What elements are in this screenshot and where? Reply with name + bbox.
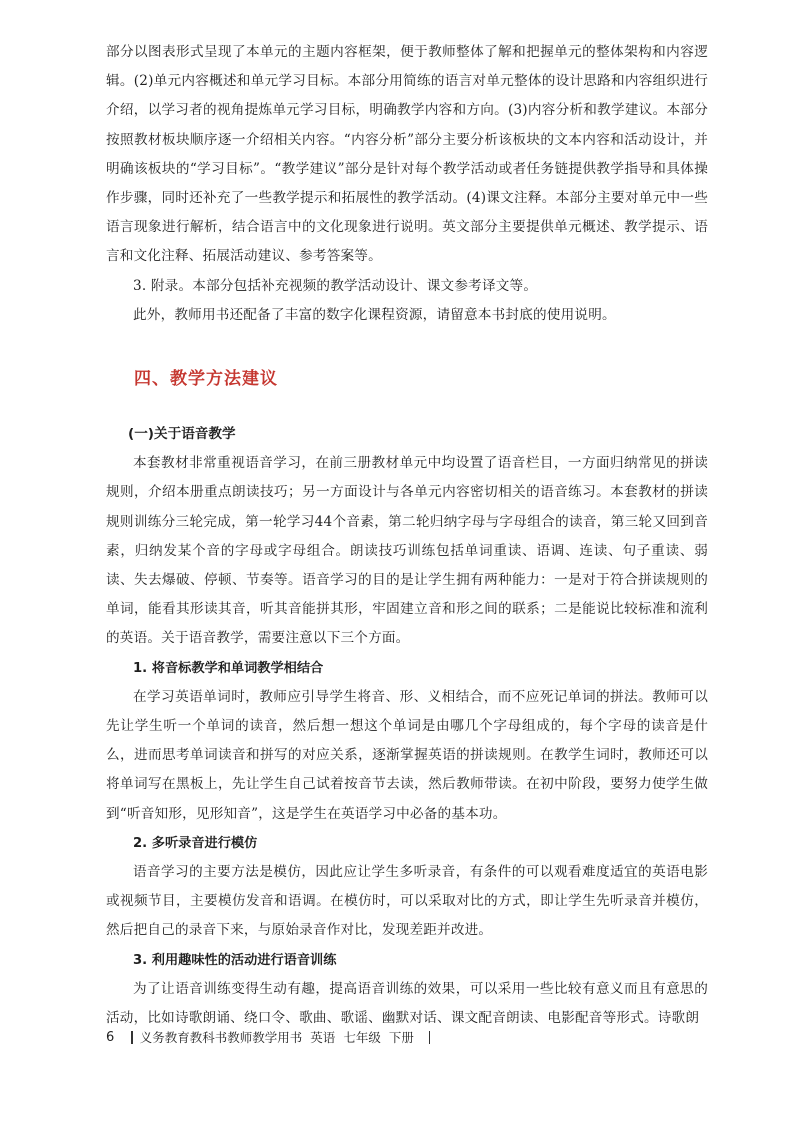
- body-paragraph-item-3: 为了让语音训练变得生动有趣，提高语音训练的效果，可以采用一些比较有意义而且有意思的活动，比如诗歌朗诵、绕口令、歌曲、歌谣、幽默对话、课文配音朗读、电影配音等形式。诗歌朗: [106, 980, 708, 1027]
- item-heading-1: 1. 将音标教学和单词教学相结合: [133, 660, 324, 676]
- footer-volume: 下册: [388, 1030, 414, 1045]
- body-paragraph-1: 部分以图表形式呈现了本单元的主题内容框架，便于教师整体了解和把握单元的整体架构和内容逻辑。(2)单元内容概述和单元学习目标。本部分用简练的语言对单元整体的设计思路和内容组织进行介绍，以学习者的视角提炼单元学习目标，明确教学内容和方向。(3)内容分析和教学建议。本部分按照教材板块顺序逐一介绍相关内容。“内容分析”部分主要分析该板块的文本内容和活动设计，并明确该板块的“学习目标”。“教学建议”部分是针对每个教学活动或者任务链提供教学指导和具体操作步骤，同时还补充了一些教学提示和拓展性的教学活动。(4)课文注释。本部分主要对单元中一些语言现象进行解析，结合语言中的文化现象进行说明。英文部分主要提供单元概述、教学提示、语言和文化注释、拓展活动建议、参考答案等。: [106, 44, 708, 265]
- body-paragraph-phonics-intro: 本套教材非常重视语音学习，在前三册教材单元中均设置了语音栏目，一方面归纳常见的拼读规则，介绍本册重点朗读技巧；另一方面设计与各单元内容密切相关的语音练习。本套教材的拼读规则训练分三轮完成，第一轮学习44个音素，第二轮归纳字母与字母组合的读音，第三轮又回到音素，归纳发某个音的字母或字母组合。朗读技巧训练包括单词重读、语调、连读、句子重读、弱读、失去爆破、停顿、节奏等。语音学习的目的是让学生拥有两种能力：一是对于符合拼读规则的单词，能看其形读其音，听其音能拼其形，牢固建立音和形之间的联系；二是能说比较标准和流利的英语。关于语音教学，需要注意以下三个方面。: [106, 455, 708, 647]
- footer-series: 义务教育教科书教师教学用书: [139, 1030, 303, 1045]
- page-content: [106, 38, 708, 1033]
- page-number: 6: [106, 1029, 115, 1045]
- footer-grade: 七年级: [343, 1030, 381, 1045]
- footer-divider-end: [429, 1031, 431, 1044]
- item-heading-2: 2. 多听录音进行模仿: [133, 835, 258, 851]
- body-paragraph-item-2: 语音学习的主要方法是模仿，因此应让学生多听录音，有条件的可以观看难度适宜的英语电影或视频节目，主要模仿发音和语调。在模仿时，可以采取对比的方式，即让学生先听录音并模仿，然后把自己的录音下来，与原始录音作对比，发现差距并改进。: [106, 864, 708, 939]
- body-paragraph-appendix: 3. 附录。本部分包括补充视频的教学活动设计、课文参考译文等。: [133, 277, 538, 294]
- section-heading-teaching-methods: 四、教学方法建议: [134, 369, 278, 390]
- body-paragraph-digital-resources: 此外，教师用书还配备了丰富的数字化课程资源，请留意本书封底的使用说明。: [133, 306, 616, 323]
- body-paragraph-item-1: 在学习英语单词时，教师应引导学生将音、形、义相结合，而不应死记单词的拼法。教师可以先让学生听一个单词的读音，然后想一想这个单词是由哪几个字母组成的，每个字母的读音是什么，进而思考单词读音和拼写的对应关系，逐渐掌握英语的拼读规则。在教学生词时，教师还可以将单词写在黑板上，先让学生自己试着按音节去读，然后教师带读。在初中阶段，要努力使学生做到“听音知形，见形知音”，这是学生在英语学习中必备的基本功。: [106, 688, 708, 822]
- page-footer: [106, 1028, 437, 1046]
- footer-subject: 英语: [310, 1030, 336, 1045]
- item-heading-3: 3. 利用趣味性的活动进行语音训练: [133, 952, 337, 968]
- subsection-heading-phonics: (一)关于语音教学: [128, 426, 236, 443]
- footer-divider: [131, 1031, 133, 1044]
